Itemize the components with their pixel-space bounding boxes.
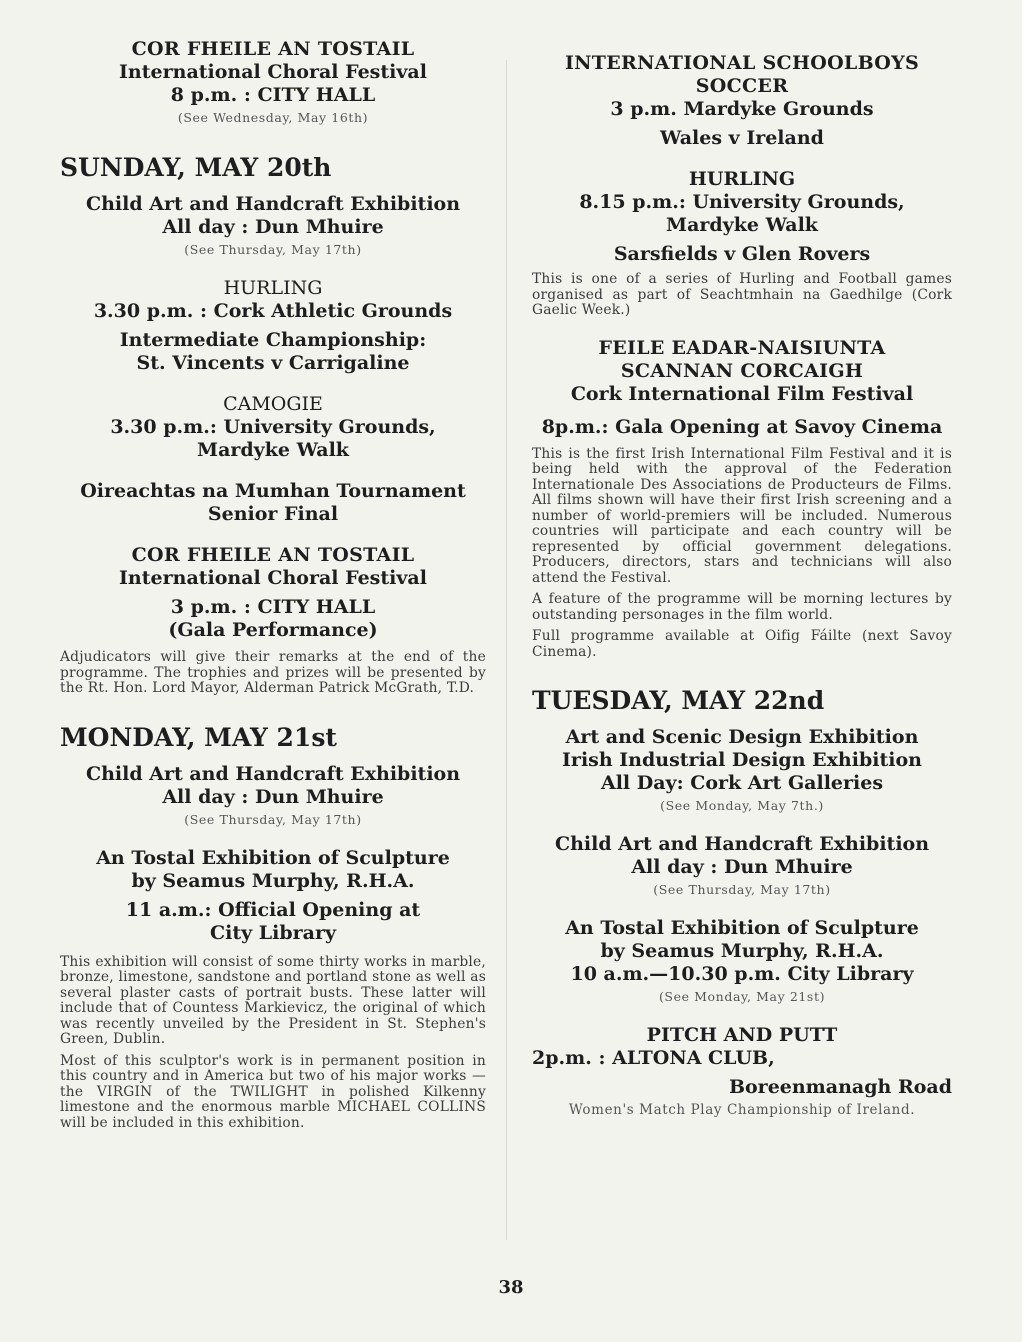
sunday-hurling-line2: St. Vincents v Carrigaline [136, 352, 410, 374]
right-column [532, 52, 952, 1119]
tuesday-sculpture-line2: by Seamus Murphy, R.H.A. [600, 940, 884, 962]
monday-sculpture-line3: 11 a.m.: Official Opening at [125, 898, 421, 921]
monday-art-note: (See Thursday, May 17th) [184, 811, 362, 827]
tuesday-art-line2: Irish Industrial Design Exhibition [562, 749, 922, 771]
film-line1: FEILE EADAR-NAISIUNTA [598, 336, 886, 359]
tuesday-art-line3: All Day: Cork Art Galleries [600, 772, 884, 794]
sunday-choral-subtitle: International Choral Festival [119, 567, 427, 589]
hurling-line3: Sarsfields v Glen Rovers [613, 243, 871, 265]
sunday-heading: SUNDAY, MAY 20th [60, 153, 332, 182]
hurling-paragraph: This is one of a series of Hurling and Football games organised as part of Seachtmhain na Gaedhilge (Cork Gaelic Week.) [532, 271, 952, 318]
sunday-choral-paragraph: Adjudicators will give their remarks at the end of the programme. The trophies and prizes will be presented by the Rt. Hon. Lord Mayor, Alderman Patrick McGrath, T.D. [60, 649, 486, 696]
sunday-choral-title: COR FHEILE AN TOSTAIL [131, 544, 415, 566]
soccer-line3: 3 p.m. Mardyke Grounds [610, 98, 874, 120]
hurling-line1: 8.15 p.m.: University Grounds, [579, 191, 905, 213]
sunday-oireachtas-line1: Oireachtas na Mumhan Tournament [80, 480, 466, 502]
choral-title: COR FHEILE AN TOSTAIL [131, 38, 415, 60]
monday-sculpture-line4: City Library [209, 921, 336, 944]
monday-art-title: Child Art and Handcraft Exhibition [85, 762, 461, 785]
tuesday-pitch-line1: 2p.m. : ALTONA CLUB, [532, 1047, 775, 1069]
choral-note: (See Wednesday, May 16th) [177, 110, 369, 125]
monday-sculpture-paragraph1: This exhibition will consist of some thirty works in marble, bronze, limestone, sandstone and portland stone as well as several plaster casts of portrait busts. These latter will include that of Countess Markievicz, the original of which was recently unveiled by the President in St. Stephen's Green, Dublin. [60, 953, 486, 1047]
choral-time: 8 p.m. : CITY HALL [170, 84, 376, 106]
monday-sculpture-line1: An Tostal Exhibition of Sculpture [96, 846, 450, 869]
sunday-hurling-line1: Intermediate Championship: [119, 329, 427, 351]
film-paragraph1: This is the first Irish International Film Festival and it is being held with the approval of the Federation Internationale Des Associations de Producteurs de Films. All films shown will have their first Irish screening and a number of world-premiers will be included. Numerous countries will participate and each country will be represented by official government delegations. Producers, directors, stars and technicians will also attend the Festival. [532, 445, 952, 586]
sunday-camogie-line2: Mardyke Walk [197, 439, 349, 461]
sunday-art-title: Child Art and Handcraft Exhibition [85, 193, 461, 215]
tuesday-heading: TUESDAY, MAY 22nd [532, 686, 825, 715]
film-line2: SCANNAN CORCAIGH [620, 359, 864, 382]
soccer-line4: Wales v Ireland [660, 127, 824, 149]
sunday-art-time: All day : Dun Mhuire [162, 216, 384, 238]
tuesday-sculpture-line1: An Tostal Exhibition of Sculpture [565, 917, 919, 939]
hurling-line2: Mardyke Walk [666, 214, 818, 236]
choral-subtitle: International Choral Festival [119, 61, 427, 83]
monday-sculpture-paragraph2: Most of this sculptor's work is in permanent position in this country and in America but two of his major works — the VIRGIN of the TWILIGHT in polished Kilkenny limestone and the enormous marble MICHAEL COLLINS will be included in this exhibition. [60, 1052, 486, 1131]
tuesday-child-title: Child Art and Handcraft Exhibition [554, 833, 930, 855]
monday-heading: MONDAY, MAY 21st [60, 722, 337, 752]
tuesday-sculpture-note: (See Monday, May 21st) [658, 989, 826, 1004]
column-divider [506, 60, 507, 1240]
hurling-title: HURLING [688, 168, 796, 190]
sunday-art-note: (See Thursday, May 17th) [184, 242, 362, 257]
tuesday-pitch-line2: Boreenmanagh Road [728, 1076, 952, 1098]
sunday-camogie-line1: 3.30 p.m.: University Grounds, [110, 416, 436, 438]
sunday-oireachtas-line2: Senior Final [207, 503, 339, 525]
soccer-line1: INTERNATIONAL SCHOOLBOYS [564, 52, 920, 74]
tuesday-art-line1: Art and Scenic Design Exhibition [565, 726, 919, 748]
film-gala: 8p.m.: Gala Opening at Savoy Cinema [541, 415, 943, 438]
left-column [60, 38, 486, 1131]
sunday-camogie-title: CAMOGIE [223, 393, 323, 415]
tuesday-pitch-note: Women's Match Play Championship of Ireland. [568, 1102, 916, 1118]
film-line3: Cork International Film Festival [570, 382, 914, 405]
monday-art-time: All day : Dun Mhuire [162, 785, 384, 808]
film-paragraph3: Full programme available at Oifig Fáilte (next Savoy Cinema). [532, 628, 952, 660]
film-paragraph2: A feature of the programme will be morning lectures by outstanding personages in the film world. [532, 591, 952, 623]
sunday-choral-gala: (Gala Performance) [168, 619, 378, 641]
page-number: 38 [498, 1277, 524, 1298]
tuesday-child-note: (See Thursday, May 17th) [653, 882, 831, 897]
tuesday-art-note: (See Monday, May 7th.) [660, 798, 824, 813]
sunday-choral-time: 3 p.m. : CITY HALL [170, 596, 376, 618]
tuesday-child-time: All day : Dun Mhuire [631, 856, 853, 878]
tuesday-sculpture-line3: 10 a.m.—10.30 p.m. City Library [570, 963, 914, 985]
sunday-hurling-time: 3.30 p.m. : Cork Athletic Grounds [93, 300, 453, 322]
tuesday-pitch-title: PITCH AND PUTT [646, 1024, 838, 1046]
sunday-hurling-title: HURLING [223, 277, 323, 299]
soccer-line2: SOCCER [695, 75, 789, 97]
monday-sculpture-line2: by Seamus Murphy, R.H.A. [131, 869, 415, 892]
